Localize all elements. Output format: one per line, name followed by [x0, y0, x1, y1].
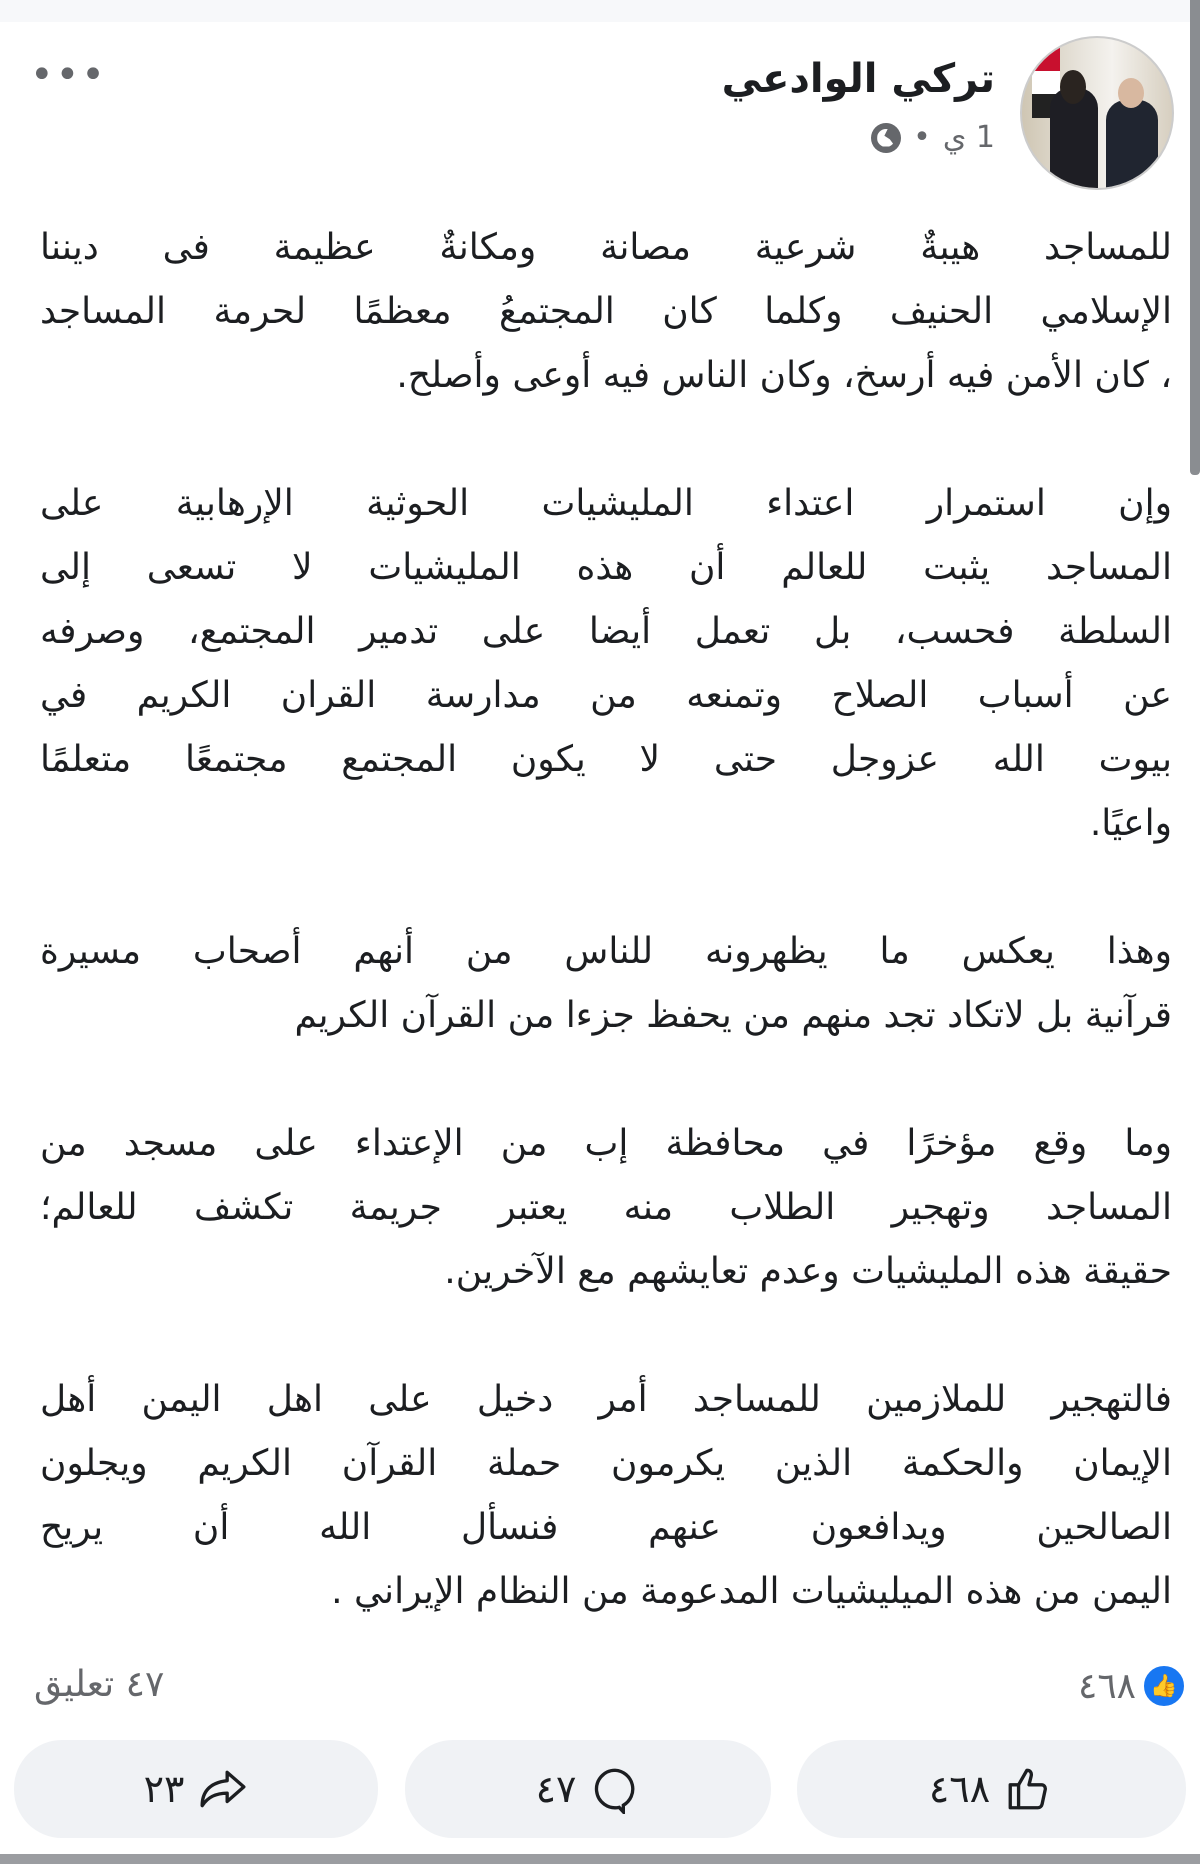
- thumbs-up-icon: [1004, 1764, 1054, 1814]
- post-text: [40, 216, 1172, 1688]
- bottom-divider: [0, 1854, 1200, 1864]
- author-name[interactable]: تركي الوادعي: [721, 56, 995, 102]
- reactions-summary[interactable]: [1078, 1664, 1186, 1708]
- post-line: للمساجد هيبةٌ شرعية مصانة ومكانةٌ عظيمة فى ديننا: [40, 227, 1172, 268]
- comments-count-link[interactable]: ٤٧ تعليق: [34, 1664, 165, 1705]
- share-icon: [198, 1764, 248, 1814]
- post-line: وما وقع مؤخرًا في محافظة إب من الإعتداء على مسجد من: [40, 1123, 1172, 1164]
- post-line: السلطة فحسب، بل تعمل أيضا على تدمير المجتمع، وصرفه: [40, 611, 1172, 652]
- post-paragraph: [40, 1112, 1172, 1304]
- globe-icon: [871, 123, 901, 153]
- post-line: فالتهجير للملازمين للمساجد أمر دخيل على اهل اليمن أهل: [40, 1379, 1172, 1420]
- reactions-count: ٤٦٨: [1077, 1665, 1136, 1707]
- separator: •: [913, 120, 931, 155]
- top-bar: [0, 0, 1200, 22]
- post-line: اليمن من هذه الميليشيات المدعومة من النظام الإيراني .: [331, 1571, 1172, 1612]
- post-line: المساجد يثبت للعالم أن هذه المليشيات لا تسعى إلى: [40, 547, 1172, 588]
- post-line: الإيمان والحكمة الذين يكرمون حملة القرآن الكريم ويجلون: [40, 1443, 1172, 1484]
- post-line: الصالحين ويدافعون عنهم فنسأل الله أن يريح: [40, 1507, 1172, 1548]
- post-meta: [871, 120, 995, 155]
- post-line: ، كان الأمن فيه أرسخ، وكان الناس فيه أوعى وأصلح.: [396, 355, 1172, 396]
- post-line: وإن استمرار اعتداء المليشيات الحوثية الإرهابية على: [40, 483, 1172, 524]
- comment-button[interactable]: [405, 1740, 771, 1838]
- post-line: عن أسباب الصلاح وتمنعه من مدارسة القران الكريم في: [40, 675, 1172, 716]
- post-line: بيوت الله عزوجل حتى لا يكون المجتمع مجتمعًا متعلمًا: [40, 739, 1172, 780]
- like-count: ٤٦٨: [928, 1767, 991, 1811]
- post-line: وهذا يعكس ما يظهرونه للناس من أنهم أصحاب مسيرة: [40, 931, 1172, 972]
- post-line: الإسلامي الحنيف وكلما كان المجتمعُ معظمًا لحرمة المساجد: [40, 291, 1172, 332]
- post-paragraph: [40, 216, 1172, 408]
- post-paragraph: [40, 1368, 1172, 1624]
- share-button[interactable]: [14, 1740, 378, 1838]
- author-avatar[interactable]: [1020, 36, 1174, 190]
- comment-count: ٤٧: [535, 1767, 577, 1811]
- comment-icon: [590, 1764, 640, 1814]
- person-right: [1106, 100, 1158, 190]
- post-line: واعيًا.: [1089, 803, 1172, 844]
- post-line: حقيقة هذه المليشيات وعدم تعايشهم مع الآخرين.: [444, 1251, 1172, 1292]
- post-paragraph: [40, 472, 1172, 856]
- post-paragraph: [40, 920, 1172, 1048]
- scrollbar[interactable]: [1190, 0, 1200, 475]
- share-count: ٢٣: [143, 1767, 185, 1811]
- like-button[interactable]: [797, 1740, 1186, 1838]
- person-right-head: [1118, 78, 1144, 108]
- more-options-button[interactable]: •••: [30, 52, 107, 98]
- post-line: قرآنية بل لاتكاد تجد منهم من يحفظ جزءا من القرآن الكريم: [294, 995, 1172, 1036]
- post-time[interactable]: 1 ي: [942, 120, 995, 155]
- person-left-head: [1060, 70, 1086, 104]
- post-line: المساجد وتهجير الطلاب منه يعتبر جريمة تكشف للعالم؛: [40, 1187, 1172, 1228]
- like-reaction-icon: 👍: [1142, 1664, 1186, 1708]
